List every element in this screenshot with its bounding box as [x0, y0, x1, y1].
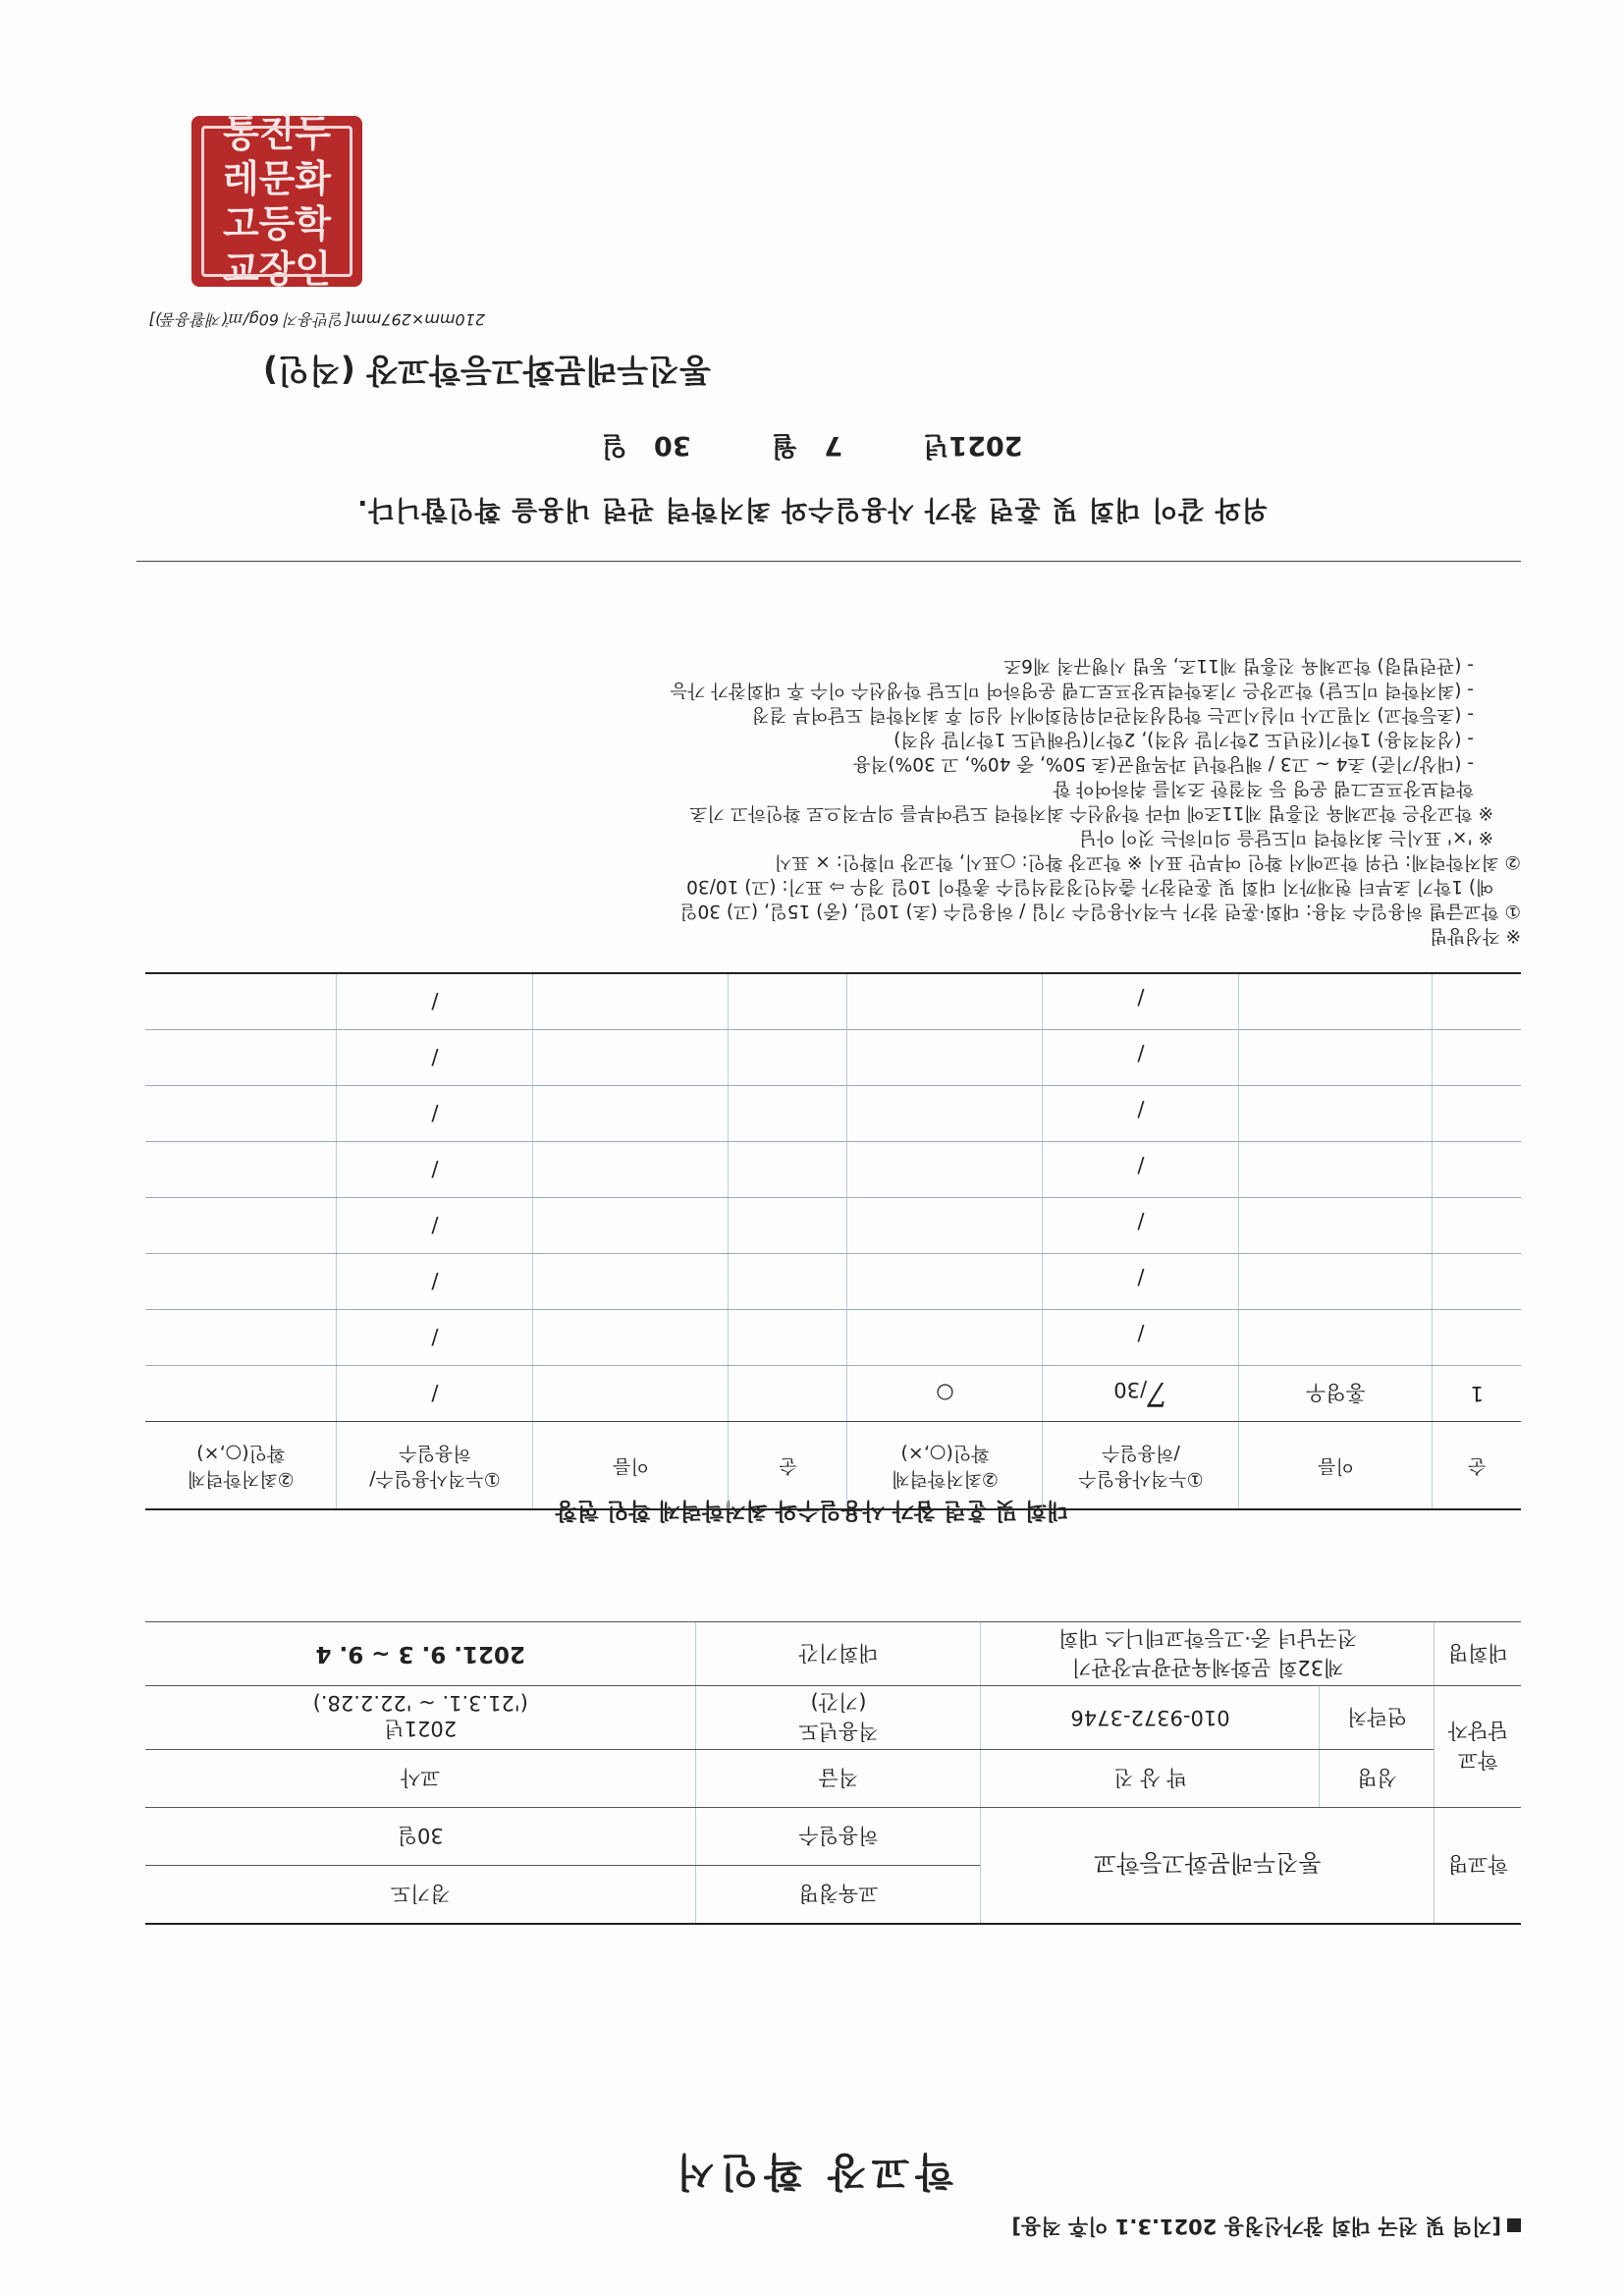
cell-text: /30 — [1113, 1378, 1148, 1401]
student-name-right — [533, 1086, 729, 1142]
used-days-right — [337, 1030, 533, 1086]
used-days-right — [337, 1142, 533, 1198]
record-row — [145, 973, 1521, 1030]
used-days-left — [1043, 1366, 1239, 1422]
row-number-left — [1433, 1254, 1521, 1310]
cell-text: / — [431, 1382, 439, 1405]
note-item: - (초등학교) 지필고사 미실시교는 학업성적관리위원회에서 심의 후 최저학력 도달여부 결정 — [751, 704, 1474, 725]
form-header-note — [1011, 2213, 1521, 2242]
used-days-left — [1043, 1142, 1239, 1198]
record-row — [145, 1254, 1521, 1310]
region-value: 경기도 — [145, 1866, 696, 1925]
student-name-left — [1239, 1198, 1433, 1254]
used-days-right — [337, 1366, 533, 1422]
cell-text: / — [431, 1326, 439, 1349]
student-name-left — [1239, 1254, 1433, 1310]
school-label: 학교명 — [1435, 1808, 1521, 1925]
used-days-left — [1043, 1254, 1239, 1310]
used-days-left — [1043, 1030, 1239, 1086]
used-days-left — [1043, 1310, 1239, 1366]
region-label: 교육청명 — [696, 1866, 981, 1925]
col-header-days-left: ①누적사용일수 /허용일수 — [1043, 1422, 1239, 1510]
principal-signature-line: 통진두레문화고등학교장 (직인) — [262, 352, 711, 390]
cell-text: / — [431, 1270, 439, 1293]
col-header-no-left: 순 — [1433, 1422, 1521, 1510]
record-row — [145, 1142, 1521, 1198]
academic-check-right — [145, 1310, 337, 1366]
cell-text: / — [1137, 1154, 1145, 1177]
academic-check-left — [847, 1254, 1043, 1310]
student-name-right — [533, 1254, 729, 1310]
row-number-left — [1433, 1366, 1521, 1422]
row-number-left — [1433, 1086, 1521, 1142]
cell-text: / — [431, 1158, 439, 1181]
academic-check-right — [145, 1198, 337, 1254]
note-item: - (성적적용) 1학기(전년도 2학기말 성적), 2학기(당해년도 1학기말 성적) — [893, 729, 1474, 749]
col-header-days-right: ①누적사용일수/ 허용일수 — [337, 1422, 533, 1510]
school-name: 통진두레문화고등학교 — [981, 1808, 1435, 1925]
student-name-right — [533, 1030, 729, 1086]
row-number-right — [729, 973, 847, 1030]
date-month: 7 — [824, 430, 843, 461]
event-period-value: 2021. 9. 3 ~ 9. 4 — [145, 1622, 696, 1686]
contact-group-label: 학교 담당자 — [1435, 1686, 1521, 1808]
student-name-right — [533, 1198, 729, 1254]
col-header-check-right: ②최저학력제 확인(○,×) — [145, 1422, 337, 1510]
used-days-right — [337, 1254, 533, 1310]
document-title: 학교장 확인서 — [671, 2149, 953, 2194]
used-days-left — [1043, 1086, 1239, 1142]
used-days-left — [1043, 973, 1239, 1030]
note-item: ※ 학교장은 학교체육 진흥법 제11조에 따라 학생선수 최저학력 도달여부를 의무적으로 확인하고 기초 — [689, 802, 1493, 823]
record-header-row — [145, 1422, 1521, 1510]
record-row — [145, 1366, 1521, 1422]
used-days-left — [1043, 1198, 1239, 1254]
academic-check-right — [145, 1254, 337, 1310]
date-month-unit: 월 — [771, 430, 797, 461]
issue-date — [0, 429, 1624, 467]
academic-check-left — [847, 1030, 1043, 1086]
student-name-left — [1239, 1142, 1433, 1198]
name-label: 성명 — [1320, 1750, 1435, 1808]
student-name-left — [1239, 1366, 1433, 1422]
note-item: - (관련법령) 학교체육 진흥법 제11조, 동법 시행규칙 제6조 — [1003, 655, 1474, 676]
row-number-right — [729, 1086, 847, 1142]
student-name-left — [1239, 1310, 1433, 1366]
allowed-days-label: 허용일수 — [696, 1808, 981, 1866]
cell-text: / — [431, 990, 439, 1013]
row-number-right — [729, 1254, 847, 1310]
row-number-right — [729, 1366, 847, 1422]
cell-text: 1 — [1470, 1382, 1484, 1405]
row-number-right — [729, 1142, 847, 1198]
row-number-right — [729, 1198, 847, 1254]
student-name-right — [533, 1142, 729, 1198]
cell-text: / — [1137, 1266, 1145, 1289]
cell-text: / — [431, 1102, 439, 1125]
date-day: 30 — [654, 430, 691, 461]
record-row — [145, 1310, 1521, 1366]
note-item: - (대상/기준) 초4 ~ 고3 / 해당학년 과목평균(초 50%, 중 40%, 고 30%)적용 — [852, 753, 1474, 774]
used-days-right — [337, 973, 533, 1030]
date-year: 2021년 — [923, 430, 1023, 461]
cell-text: / — [1137, 1042, 1145, 1066]
cell-text: 홍영우 — [1306, 1381, 1366, 1404]
record-row — [145, 1030, 1521, 1086]
allowed-days-value: 30일 — [145, 1808, 696, 1866]
period-label: 적용년도 (기간) — [696, 1686, 981, 1750]
col-header-no-right: 순 — [729, 1422, 847, 1510]
used-days-right — [337, 1310, 533, 1366]
seal-lettering: 통진두레문화고등학교장인 — [222, 111, 332, 291]
record-table — [145, 972, 1521, 1510]
academic-check-right — [145, 1142, 337, 1198]
record-row — [145, 1086, 1521, 1142]
row-number-left — [1433, 1198, 1521, 1254]
row-number-left — [1433, 973, 1521, 1030]
col-header-name-right: 이름 — [533, 1422, 729, 1510]
row-number-left — [1433, 1310, 1521, 1366]
cell-text: 7 — [1147, 1374, 1168, 1413]
period-value: 2021년 ('21.3.1. ~ '22.2.28.) — [145, 1686, 696, 1750]
school-info-table — [145, 1621, 1521, 1925]
academic-check-left — [847, 973, 1043, 1030]
note-item: 학력보장프로그램 운영 등 적절한 조치를 취하여야 함 — [1053, 778, 1474, 798]
notes-divider — [136, 561, 1521, 562]
col-header-check-left: ②최저학력제 확인(○,×) — [847, 1422, 1043, 1510]
student-name-left — [1239, 973, 1433, 1030]
paper-size-note: 210mm×297mm[일반용지 60g/㎡(재활용품)] — [148, 310, 485, 329]
event-value: 제32회 문화체육관광부장관기 전국남녀 중·고등학교테니스 대회 — [981, 1622, 1435, 1686]
row-number-left — [1433, 1142, 1521, 1198]
event-label: 대회명 — [1435, 1622, 1521, 1686]
name-value: 박 상 진 — [981, 1750, 1320, 1808]
record-section-title: 대회 및 훈련 참가 사용일수와 최저학력제 확인 현황 — [555, 1498, 1069, 1523]
academic-check-right — [145, 973, 337, 1030]
academic-check-right — [145, 1086, 337, 1142]
student-name-left — [1239, 1030, 1433, 1086]
row-number-right — [729, 1030, 847, 1086]
row-number-left — [1433, 1030, 1521, 1086]
cell-text: / — [431, 1046, 439, 1069]
header-note-text: [지역 및 전국 대회 참가신청용 2021.3.1 이후 적용] — [1011, 2214, 1501, 2238]
record-row — [145, 1198, 1521, 1254]
note-heading: ※ 작성방법 — [1430, 925, 1521, 946]
note-item: 예) 1학기 초부터 현재까지 대회 및 훈련참가 출석인정결석일수 총합이 10일 경우 ⇨ 표기: (고) 10/30 — [686, 876, 1493, 897]
student-name-left — [1239, 1086, 1433, 1142]
col-header-name-left: 이름 — [1239, 1422, 1433, 1510]
cell-text: / — [1137, 1322, 1145, 1345]
note-item: - (최저학력 미도달) 학교장은 기초학력보장프로그램 운영하여 미도달 학생선수 이수 후 대회참가 가능 — [670, 680, 1474, 700]
note-item: ※ '×' 표시는 최저학력 미도달을 의미하는 것이 아님 — [1079, 827, 1493, 847]
cell-text: / — [1137, 1098, 1145, 1121]
phone-label: 연락처 — [1320, 1686, 1435, 1750]
note-item: ② 최저학력제: 단위 학교에서 확인 여부만 표시 ※ 학교장 확인: ○표시, 학교장 미확인: × 표시 — [774, 851, 1521, 872]
square-bullet-icon — [1507, 2218, 1521, 2232]
academic-check-right — [145, 1366, 337, 1422]
official-seal-stamp — [191, 111, 362, 291]
seal-border — [201, 126, 352, 277]
cell-text: / — [431, 1214, 439, 1237]
note-item: ① 학교급별 허용일수 적용: 대회·훈련 참가 누적사용일수 기입 / 허용일수 (초) 10일, (중) 15일, (고) 30일 — [679, 901, 1521, 921]
academic-check-left — [847, 1198, 1043, 1254]
cell-text: / — [1137, 1210, 1145, 1233]
student-name-right — [533, 1366, 729, 1422]
academic-check-right — [145, 1030, 337, 1086]
phone-value: 010-9372-3746 — [981, 1686, 1320, 1750]
used-days-right — [337, 1198, 533, 1254]
row-number-right — [729, 1310, 847, 1366]
cell-text: / — [1137, 986, 1145, 1010]
used-days-right — [337, 1086, 533, 1142]
academic-check-left — [847, 1310, 1043, 1366]
event-period-label: 대회기간 — [696, 1622, 981, 1686]
record-body — [145, 973, 1521, 1422]
academic-check-left — [847, 1142, 1043, 1198]
confirmation-statement: 위와 같이 대회 및 훈련 참가 사용일수와 최저학력 관련 내용을 확인합니다. — [356, 494, 1268, 524]
student-name-right — [533, 973, 729, 1030]
student-name-right — [533, 1310, 729, 1366]
cell-text: ○ — [936, 1382, 954, 1405]
academic-check-left — [847, 1086, 1043, 1142]
date-day-unit: 일 — [601, 430, 627, 461]
position-label: 직급 — [696, 1750, 981, 1808]
position-value: 교사 — [145, 1750, 696, 1808]
academic-check-left — [847, 1366, 1043, 1422]
notes-block — [136, 653, 1521, 948]
